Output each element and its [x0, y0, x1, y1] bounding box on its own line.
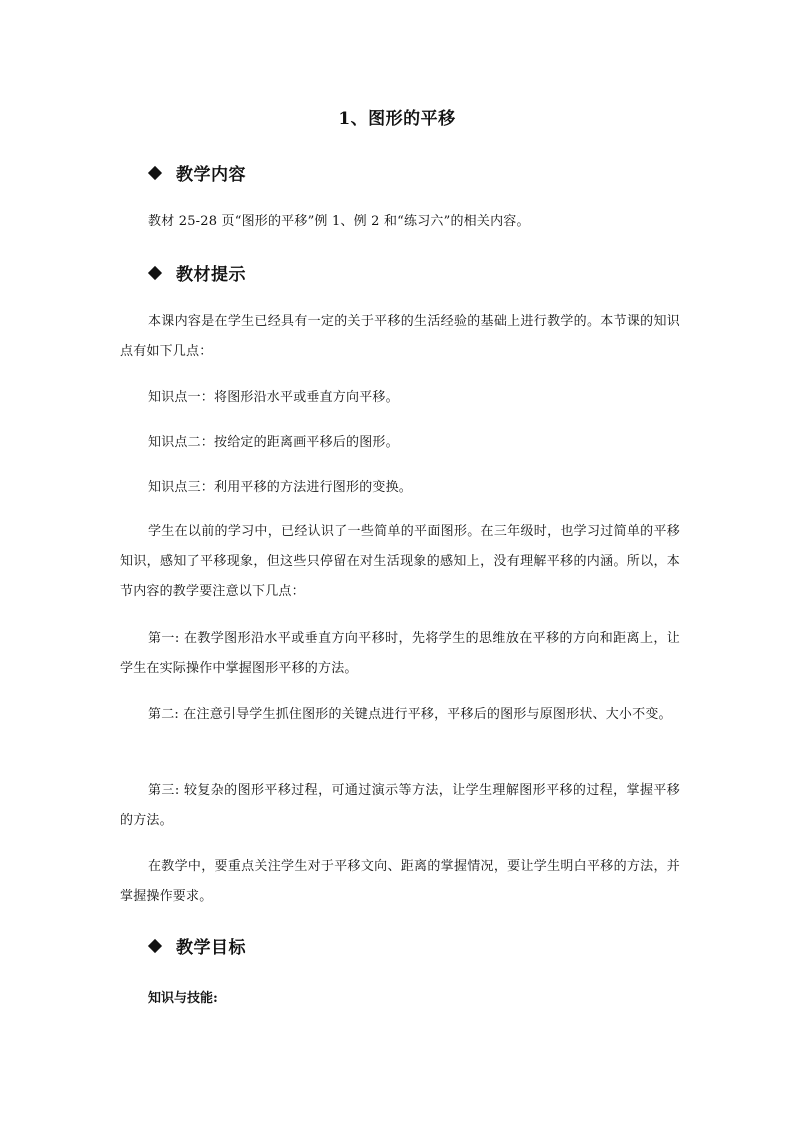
paragraph: 教材 25-28 页“图形的平移”例 1、例 2 和“练习六”的相关内容。 [148, 214, 530, 229]
paragraph: 第二: 在注意引导学生抓住图形的关键点进行平移，平移后的图形与原图形状、大小不变。 [148, 707, 672, 722]
paragraph: 知识点三：利用平移的方法进行图形的变换。 [148, 480, 413, 495]
section-heading-teaching-goals [148, 933, 246, 958]
paragraph: 本课内容是在学生已经具有一定的关于平移的生活经验的基础上进行教学的。本节课的知识点有如下几点： [120, 314, 680, 359]
subheading-knowledge-skills: 知识与技能: [148, 991, 218, 1006]
section-heading-label: 教学内容 [176, 165, 246, 185]
paragraph: 第一: 在教学图形沿水平或垂直方向平移时，先将学生的思维放在平移的方向和距离上，让学生在实际操作中掌握图形平移的方法。 [120, 631, 680, 676]
paragraph: 第三: 较复杂的图形平移过程，可通过演示等方法，让学生理解图形平移的过程，掌握平移的方法。 [120, 783, 680, 828]
section-heading-label: 教学目标 [176, 938, 246, 958]
paragraph: 知识点二：按给定的距离画平移后的图形。 [148, 435, 399, 450]
paragraph: 在教学中，要重点关注学生对于平移文向、距离的掌握情况，要让学生明白平移的方法，并掌握操作要求。 [120, 859, 680, 904]
page-title: 1、图形的平移 [338, 109, 456, 129]
diamond-bullet-icon [148, 165, 162, 179]
paragraph: 学生在以前的学习中，已经认识了一些简单的平面图形。在三年级时，也学习过简单的平移知识，感知了平移现象，但这些只停留在对生活现象的感知上，没有理解平移的内涵。所以，本节内容的教学要注意以下几点： [120, 524, 680, 599]
section-heading-textbook-notes [148, 260, 246, 285]
paragraph: 知识点一：将图形沿水平或垂直方向平移。 [148, 390, 399, 405]
diamond-bullet-icon [148, 938, 162, 952]
diamond-bullet-icon [148, 265, 162, 279]
section-heading-label: 教材提示 [176, 265, 246, 285]
section-heading-teaching-content [148, 160, 246, 185]
